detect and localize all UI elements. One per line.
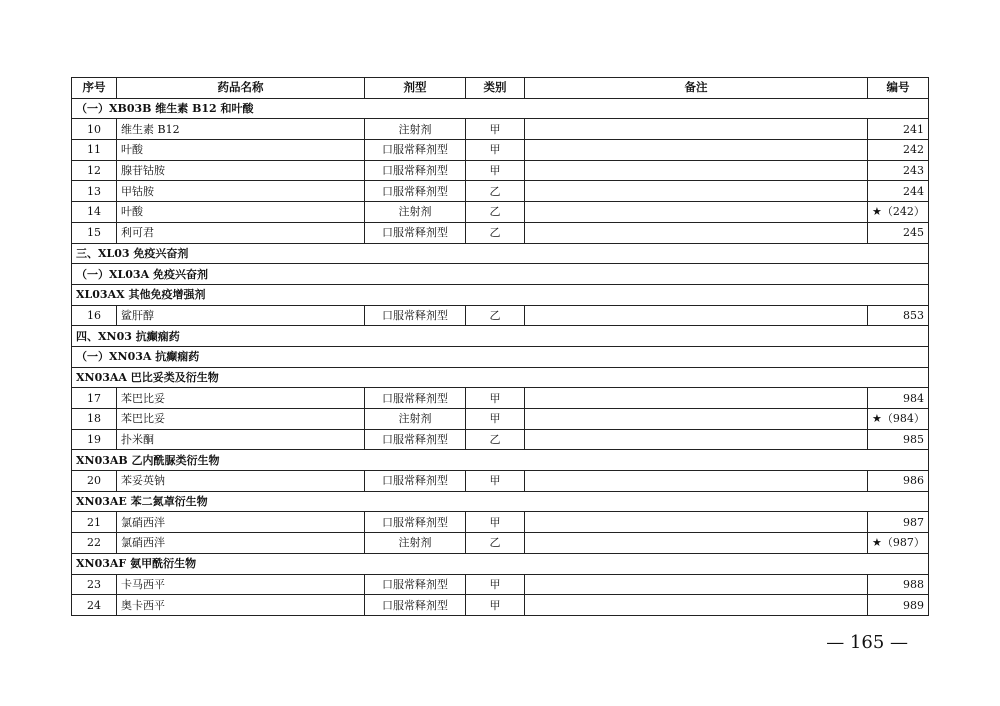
group-heading-row — [72, 367, 929, 388]
cell-dosage-form: 口服常释剂型 — [365, 471, 466, 492]
cell-code: 244 — [868, 181, 929, 202]
cell-remark — [525, 140, 868, 161]
cell-dosage-form: 口服常释剂型 — [365, 574, 466, 595]
cell-drug-name: 维生素 B12 — [117, 119, 365, 140]
cell-drug-name: 卡马西平 — [117, 574, 365, 595]
cell-remark — [525, 512, 868, 533]
cell-drug-name: 腺苷钴胺 — [117, 160, 365, 181]
cell-code: ★（987） — [868, 533, 929, 554]
cell-category: 乙 — [466, 181, 525, 202]
cell-seq: 20 — [72, 471, 117, 492]
cell-category: 乙 — [466, 202, 525, 223]
cell-seq: 18 — [72, 409, 117, 430]
group-heading-row — [72, 284, 929, 305]
table-row — [72, 202, 929, 223]
cell-drug-name: 奥卡西平 — [117, 595, 365, 616]
cell-drug-name: 扑米酮 — [117, 429, 365, 450]
cell-dosage-form: 口服常释剂型 — [365, 388, 466, 409]
cell-drug-name: 鲨肝醇 — [117, 305, 365, 326]
cell-remark — [525, 388, 868, 409]
table-row — [72, 409, 929, 430]
cell-category: 乙 — [466, 222, 525, 243]
group-heading-row — [72, 553, 929, 574]
cell-seq: 14 — [72, 202, 117, 223]
cell-drug-name: 叶酸 — [117, 202, 365, 223]
cell-drug-name: 苯巴比妥 — [117, 409, 365, 430]
cell-category: 甲 — [466, 595, 525, 616]
cell-dosage-form: 口服常释剂型 — [365, 512, 466, 533]
cell-category: 甲 — [466, 140, 525, 161]
header-seq: 序号 — [72, 78, 117, 99]
cell-drug-name: 甲钴胺 — [117, 181, 365, 202]
cell-dosage-form: 口服常释剂型 — [365, 140, 466, 161]
table-header-row — [72, 78, 929, 99]
cell-drug-name: 氯硝西泮 — [117, 533, 365, 554]
table-row — [72, 471, 929, 492]
cell-seq: 15 — [72, 222, 117, 243]
cell-code: 986 — [868, 471, 929, 492]
cell-code: 984 — [868, 388, 929, 409]
cell-dosage-form: 注射剂 — [365, 533, 466, 554]
cell-category: 甲 — [466, 388, 525, 409]
cell-remark — [525, 409, 868, 430]
cell-remark — [525, 429, 868, 450]
group-heading: （一）XN03A 抗癫痫药 — [72, 346, 929, 367]
cell-remark — [525, 181, 868, 202]
cell-category: 乙 — [466, 305, 525, 326]
cell-seq: 22 — [72, 533, 117, 554]
cell-code: 243 — [868, 160, 929, 181]
group-heading: XL03AX 其他免疫增强剂 — [72, 284, 929, 305]
cell-code: ★（984） — [868, 409, 929, 430]
group-heading-row — [72, 264, 929, 285]
cell-category: 乙 — [466, 533, 525, 554]
cell-category: 甲 — [466, 574, 525, 595]
table-row — [72, 533, 929, 554]
group-heading-row — [72, 450, 929, 471]
group-heading-row — [72, 326, 929, 347]
header-form: 剂型 — [365, 78, 466, 99]
cell-seq: 19 — [72, 429, 117, 450]
group-heading-row — [72, 243, 929, 264]
table-row — [72, 119, 929, 140]
header-remark: 备注 — [525, 78, 868, 99]
table-row — [72, 181, 929, 202]
cell-remark — [525, 471, 868, 492]
cell-dosage-form: 口服常释剂型 — [365, 305, 466, 326]
cell-category: 甲 — [466, 471, 525, 492]
cell-dosage-form: 口服常释剂型 — [365, 181, 466, 202]
group-heading: 四、XN03 抗癫痫药 — [72, 326, 929, 347]
cell-category: 乙 — [466, 429, 525, 450]
cell-drug-name: 苯巴比妥 — [117, 388, 365, 409]
cell-seq: 12 — [72, 160, 117, 181]
group-heading: （一）XB03B 维生素 B12 和叶酸 — [72, 98, 929, 119]
cell-category: 甲 — [466, 119, 525, 140]
group-heading: XN03AF 氨甲酰衍生物 — [72, 553, 929, 574]
cell-remark — [525, 305, 868, 326]
table-row — [72, 305, 929, 326]
table-row — [72, 140, 929, 161]
header-code: 编号 — [868, 78, 929, 99]
cell-code: 989 — [868, 595, 929, 616]
cell-category: 甲 — [466, 409, 525, 430]
table-row — [72, 222, 929, 243]
header-category: 类别 — [466, 78, 525, 99]
table-row — [72, 388, 929, 409]
group-heading: XN03AE 苯二氮䓬衍生物 — [72, 491, 929, 512]
group-heading-row — [72, 491, 929, 512]
cell-dosage-form: 口服常释剂型 — [365, 429, 466, 450]
cell-drug-name: 叶酸 — [117, 140, 365, 161]
cell-seq: 13 — [72, 181, 117, 202]
cell-remark — [525, 595, 868, 616]
cell-dosage-form: 口服常释剂型 — [365, 222, 466, 243]
cell-remark — [525, 533, 868, 554]
table-row — [72, 595, 929, 616]
cell-code: 245 — [868, 222, 929, 243]
cell-remark — [525, 119, 868, 140]
cell-dosage-form: 注射剂 — [365, 409, 466, 430]
cell-code: 985 — [868, 429, 929, 450]
drug-table — [71, 77, 929, 616]
table-row — [72, 512, 929, 533]
cell-dosage-form: 注射剂 — [365, 119, 466, 140]
table-row — [72, 160, 929, 181]
table-body — [72, 98, 929, 615]
table-row — [72, 574, 929, 595]
cell-remark — [525, 222, 868, 243]
cell-category: 甲 — [466, 512, 525, 533]
cell-drug-name: 利可君 — [117, 222, 365, 243]
cell-seq: 24 — [72, 595, 117, 616]
cell-code: 241 — [868, 119, 929, 140]
cell-remark — [525, 160, 868, 181]
cell-dosage-form: 注射剂 — [365, 202, 466, 223]
group-heading: 三、XL03 免疫兴奋剂 — [72, 243, 929, 264]
cell-code: 242 — [868, 140, 929, 161]
cell-dosage-form: 口服常释剂型 — [365, 160, 466, 181]
page-number: — 165 — — [826, 632, 908, 653]
cell-category: 甲 — [466, 160, 525, 181]
cell-seq: 11 — [72, 140, 117, 161]
group-heading: XN03AB 乙内酰脲类衍生物 — [72, 450, 929, 471]
cell-drug-name: 苯妥英钠 — [117, 471, 365, 492]
table-row — [72, 429, 929, 450]
cell-code: 987 — [868, 512, 929, 533]
cell-remark — [525, 574, 868, 595]
header-name: 药品名称 — [117, 78, 365, 99]
cell-seq: 17 — [72, 388, 117, 409]
cell-seq: 10 — [72, 119, 117, 140]
group-heading-row — [72, 346, 929, 367]
group-heading: （一）XL03A 免疫兴奋剂 — [72, 264, 929, 285]
group-heading-row — [72, 98, 929, 119]
cell-code: 988 — [868, 574, 929, 595]
cell-code: 853 — [868, 305, 929, 326]
cell-code: ★（242） — [868, 202, 929, 223]
cell-seq: 16 — [72, 305, 117, 326]
cell-seq: 23 — [72, 574, 117, 595]
cell-remark — [525, 202, 868, 223]
group-heading: XN03AA 巴比妥类及衍生物 — [72, 367, 929, 388]
cell-dosage-form: 口服常释剂型 — [365, 595, 466, 616]
cell-seq: 21 — [72, 512, 117, 533]
cell-drug-name: 氯硝西泮 — [117, 512, 365, 533]
